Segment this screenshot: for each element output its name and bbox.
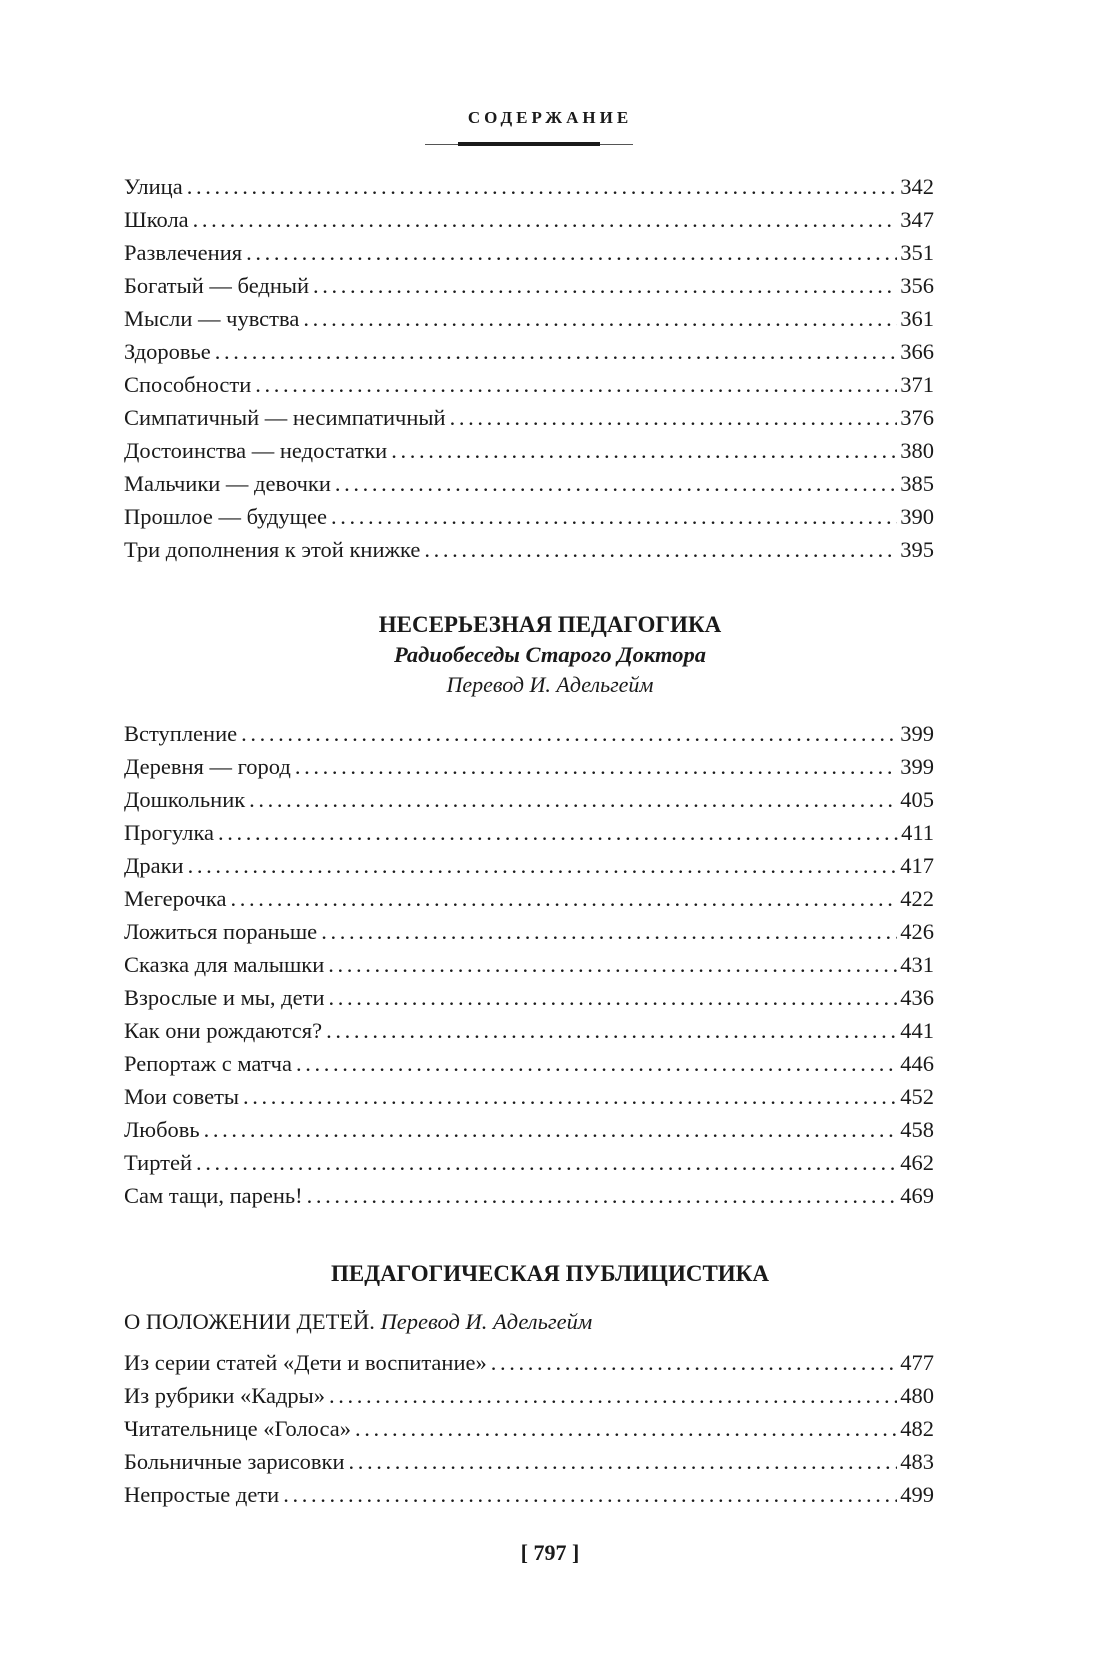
toc-entry xyxy=(124,1346,934,1379)
toc-entry-title: Ложиться пораньше xyxy=(124,919,318,944)
dot-leader xyxy=(307,1179,898,1212)
toc-entry-page: 371 xyxy=(900,372,934,397)
toc-entry-title: Из серии статей «Дети и воспитание» xyxy=(124,1350,487,1375)
head-rule-bar xyxy=(458,142,600,146)
toc-entry xyxy=(124,1179,934,1212)
running-head: СОДЕРЖАНИЕ xyxy=(467,108,633,127)
dot-leader xyxy=(328,981,897,1014)
toc-entry-title: Сказка для малышки xyxy=(124,952,325,977)
toc-entry-page: 417 xyxy=(900,853,934,878)
toc-block-2 xyxy=(124,717,934,1212)
toc-entry-title: Больничные зарисовки xyxy=(124,1449,345,1474)
toc-entry-page: 390 xyxy=(900,504,934,529)
toc-entry-title: Мегерочка xyxy=(124,886,227,911)
toc-entry-title: Симпатичный — несимпатичный xyxy=(124,405,446,430)
toc-entry-page: 446 xyxy=(900,1051,934,1076)
dot-leader xyxy=(355,1412,897,1445)
toc-entry-title: Прошлое — будущее xyxy=(124,504,327,529)
toc-entry-title: Драки xyxy=(124,853,184,878)
section-2-translator: Перевод И. Адельгейм xyxy=(446,672,654,697)
dot-leader xyxy=(321,915,897,948)
dot-leader xyxy=(391,434,897,467)
toc-entry xyxy=(124,783,934,816)
toc-entry xyxy=(124,981,934,1014)
toc-entry xyxy=(124,1412,934,1445)
dot-leader xyxy=(349,1445,898,1478)
toc-entry-page: 399 xyxy=(900,754,934,779)
dot-leader xyxy=(450,401,898,434)
toc-entry-page: 499 xyxy=(900,1482,934,1507)
dot-leader xyxy=(331,500,897,533)
toc-entry-title: Достоинства — недостатки xyxy=(124,438,388,463)
toc-entry-title: Здоровье xyxy=(124,339,211,364)
toc-entry-title: Богатый — бедный xyxy=(124,273,310,298)
toc-entry xyxy=(124,1445,934,1478)
toc-entry xyxy=(124,1379,934,1412)
section-3-heading xyxy=(0,1261,1100,1287)
toc-entry-title: Любовь xyxy=(124,1117,200,1142)
toc-entry xyxy=(124,467,934,500)
subhead-main: О ПОЛОЖЕНИИ ДЕТЕЙ. xyxy=(124,1309,375,1334)
toc-entry xyxy=(124,533,934,566)
dot-leader xyxy=(255,368,897,401)
toc-entry xyxy=(124,302,934,335)
toc-entry xyxy=(124,915,934,948)
toc-entry xyxy=(124,750,934,783)
toc-entry-page: 480 xyxy=(900,1383,934,1408)
toc-entry-page: 441 xyxy=(900,1018,934,1043)
toc-entry-title: Прогулка xyxy=(124,820,215,845)
toc-entry-page: 482 xyxy=(900,1416,934,1441)
dot-leader xyxy=(329,1379,897,1412)
toc-entry-title: Как они рождаются? xyxy=(124,1018,323,1043)
toc-entry-page: 405 xyxy=(900,787,934,812)
dot-leader xyxy=(283,1478,897,1511)
toc-entry-page: 452 xyxy=(900,1084,934,1109)
toc-entry xyxy=(124,1478,934,1511)
dot-leader xyxy=(296,1047,897,1080)
section-2-title: НЕСЕРЬЕЗНАЯ ПЕДАГОГИКА xyxy=(378,612,722,637)
toc-entry-page: 458 xyxy=(900,1117,934,1142)
toc-entry xyxy=(124,1047,934,1080)
toc-entry-page: 431 xyxy=(900,952,934,977)
toc-entry xyxy=(124,203,934,236)
toc-entry-page: 422 xyxy=(900,886,934,911)
dot-leader xyxy=(188,849,898,882)
toc-entry-page: 426 xyxy=(900,919,934,944)
toc-entry-title: Сам тащи, парень! xyxy=(124,1183,303,1208)
toc-entry-title: Из рубрики «Кадры» xyxy=(124,1383,326,1408)
dot-leader xyxy=(196,1146,897,1179)
dot-leader xyxy=(246,236,897,269)
toc-entry-title: Развлечения xyxy=(124,240,243,265)
toc-entry xyxy=(124,434,934,467)
toc-entry xyxy=(124,170,934,203)
toc-entry-page: 395 xyxy=(900,537,934,562)
toc-entry xyxy=(124,882,934,915)
section-3-title: ПЕДАГОГИЧЕСКАЯ ПУБЛИЦИСТИКА xyxy=(331,1261,769,1286)
dot-leader xyxy=(335,467,897,500)
toc-entry xyxy=(124,500,934,533)
dot-leader xyxy=(326,1014,897,1047)
toc-entry-title: Способности xyxy=(124,372,252,397)
dot-leader xyxy=(204,1113,898,1146)
toc-entry xyxy=(124,401,934,434)
toc-entry xyxy=(124,849,934,882)
toc-block-3 xyxy=(124,1346,934,1511)
dot-leader xyxy=(193,203,898,236)
toc-entry-page: 483 xyxy=(900,1449,934,1474)
toc-entry xyxy=(124,816,934,849)
dot-leader xyxy=(243,1080,897,1113)
dot-leader xyxy=(313,269,897,302)
toc-entry-title: Улица xyxy=(124,174,183,199)
toc-entry-page: 469 xyxy=(900,1183,934,1208)
subhead-translator: Перевод И. Адельгейм xyxy=(380,1309,593,1334)
toc-entry-title: Репортаж с матча xyxy=(124,1051,292,1076)
toc-entry-title: Взрослые и мы, дети xyxy=(124,985,325,1010)
dot-leader xyxy=(424,533,897,566)
toc-entry-title: Тиртей xyxy=(124,1150,193,1175)
toc-block-1 xyxy=(124,170,934,566)
toc-entry xyxy=(124,1146,934,1179)
dot-leader xyxy=(218,816,898,849)
toc-entry xyxy=(124,1014,934,1047)
dot-leader xyxy=(230,882,897,915)
toc-entry xyxy=(124,236,934,269)
dot-leader xyxy=(303,302,897,335)
toc-entry-page: 399 xyxy=(900,721,934,746)
toc-entry-page: 477 xyxy=(900,1350,934,1375)
toc-entry-page: 462 xyxy=(900,1150,934,1175)
toc-entry xyxy=(124,948,934,981)
toc-entry-title: Три дополнения к этой книжке xyxy=(124,537,421,562)
toc-entry xyxy=(124,1080,934,1113)
toc-entry-title: Непростые дети xyxy=(124,1482,280,1507)
toc-entry xyxy=(124,335,934,368)
toc-entry-title: Школа xyxy=(124,207,189,232)
toc-entry xyxy=(124,368,934,401)
toc-entry-page: 342 xyxy=(900,174,934,199)
section-3-subhead xyxy=(124,1309,592,1335)
toc-entry xyxy=(124,1113,934,1146)
toc-entry-title: Мои советы xyxy=(124,1084,240,1109)
toc-entry-title: Вступление xyxy=(124,721,238,746)
toc-entry-page: 436 xyxy=(900,985,934,1010)
toc-entry-title: Дошкольник xyxy=(124,787,246,812)
dot-leader xyxy=(249,783,897,816)
toc-entry-page: 366 xyxy=(900,339,934,364)
toc-entry-title: Читательнице «Голоса» xyxy=(124,1416,351,1441)
toc-entry-page: 376 xyxy=(900,405,934,430)
toc-entry-page: 347 xyxy=(900,207,934,232)
dot-leader xyxy=(241,717,897,750)
toc-entry xyxy=(124,269,934,302)
toc-entry-title: Мысли — чувства xyxy=(124,306,300,331)
toc-entry-page: 351 xyxy=(900,240,934,265)
section-2-subtitle: Радиобеседы Старого Доктора xyxy=(394,642,706,667)
toc-entry-page: 385 xyxy=(900,471,934,496)
dot-leader xyxy=(215,335,897,368)
page-number: [ 797 ] xyxy=(520,1540,580,1565)
dot-leader xyxy=(295,750,897,783)
toc-entry-title: Мальчики — девочки xyxy=(124,471,331,496)
dot-leader xyxy=(491,1346,898,1379)
dot-leader xyxy=(328,948,897,981)
toc-entry xyxy=(124,717,934,750)
toc-entry-page: 356 xyxy=(900,273,934,298)
toc-entry-page: 411 xyxy=(901,820,934,845)
toc-entry-page: 361 xyxy=(900,306,934,331)
dot-leader xyxy=(187,170,898,203)
section-2-heading xyxy=(0,612,1100,698)
toc-entry-page: 380 xyxy=(900,438,934,463)
toc-entry-title: Деревня — город xyxy=(124,754,291,779)
